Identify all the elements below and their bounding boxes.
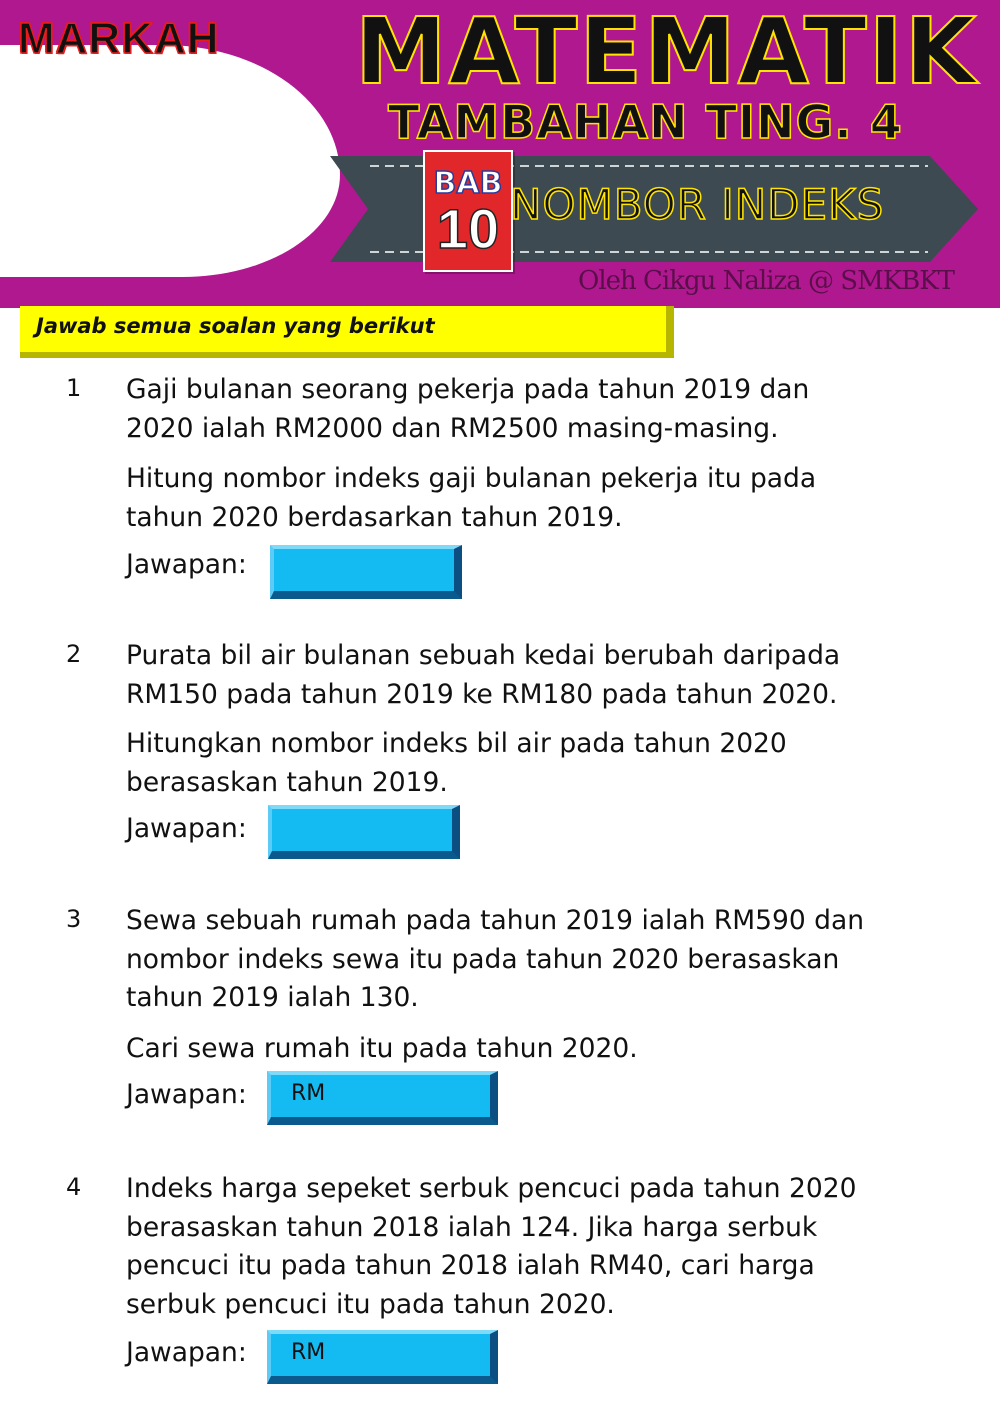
instruction-bar (20, 306, 674, 358)
answer-label: Jawapan: (126, 549, 247, 580)
answer-input-q3[interactable] (267, 1071, 498, 1125)
page-subtitle: TAMBAHAN TING. 4 (388, 95, 903, 149)
question-prompt: Hitungkan nombor indeks bil air pada tahun 2020 berasaskan tahun 2019. (126, 728, 787, 798)
question-number: 4 (66, 1173, 82, 1201)
score-area (0, 45, 340, 277)
chapter-badge-number: 10 (436, 197, 500, 260)
answer-input-q2[interactable] (268, 805, 460, 859)
page-title: MATEMATIK (355, 0, 979, 105)
question-text: Indeks harga sepeket serbuk pencuci pada tahun 2020 berasaskan tahun 2018 ialah 124. Jika harga serbuk pencuci itu pada tahun 2018 ialah RM40, cari harga serbuk pencuci itu pada tahun 2020. (126, 1173, 857, 1320)
chapter-badge (423, 150, 513, 272)
question-prompt: Hitung nombor indeks gaji bulanan pekerja itu pada tahun 2020 berdasarkan tahun 2019. (126, 463, 817, 533)
answer-label: Jawapan: (126, 813, 247, 844)
answer-label: Jawapan: (126, 1337, 247, 1368)
chapter-badge-word: BAB (433, 166, 503, 201)
answer-input-q1[interactable] (270, 545, 462, 599)
answer-prefix: RM (291, 1081, 326, 1106)
question-number: 2 (66, 640, 82, 668)
answer-label: Jawapan: (126, 1079, 247, 1110)
author-credit: Oleh Cikgu Naliza @ SMKBKT (578, 266, 954, 296)
answer-prefix: RM (291, 1340, 326, 1365)
answer-input-q4[interactable] (267, 1330, 498, 1384)
question-text: Purata bil air bulanan sebuah kedai berubah daripada RM150 pada tahun 2019 ke RM180 pada tahun 2020. (126, 640, 841, 710)
question-number: 1 (66, 374, 82, 402)
markah-label: MARKAH (18, 14, 220, 63)
chapter-title: NOMBOR INDEKS (510, 180, 885, 229)
question-text: Sewa sebuah rumah pada tahun 2019 ialah RM590 dan nombor indeks sewa itu pada tahun 2020 berasaskan tahun 2019 ialah 130. (126, 905, 865, 1013)
header-banner (0, 0, 1000, 308)
question-text: Gaji bulanan seorang pekerja pada tahun 2019 dan 2020 ialah RM2000 dan RM2500 masing-masing. (126, 374, 810, 444)
question-number: 3 (66, 905, 82, 933)
question-prompt: Cari sewa rumah itu pada tahun 2020. (126, 1033, 638, 1064)
instruction-text: Jawab semua soalan yang berikut (36, 314, 435, 338)
